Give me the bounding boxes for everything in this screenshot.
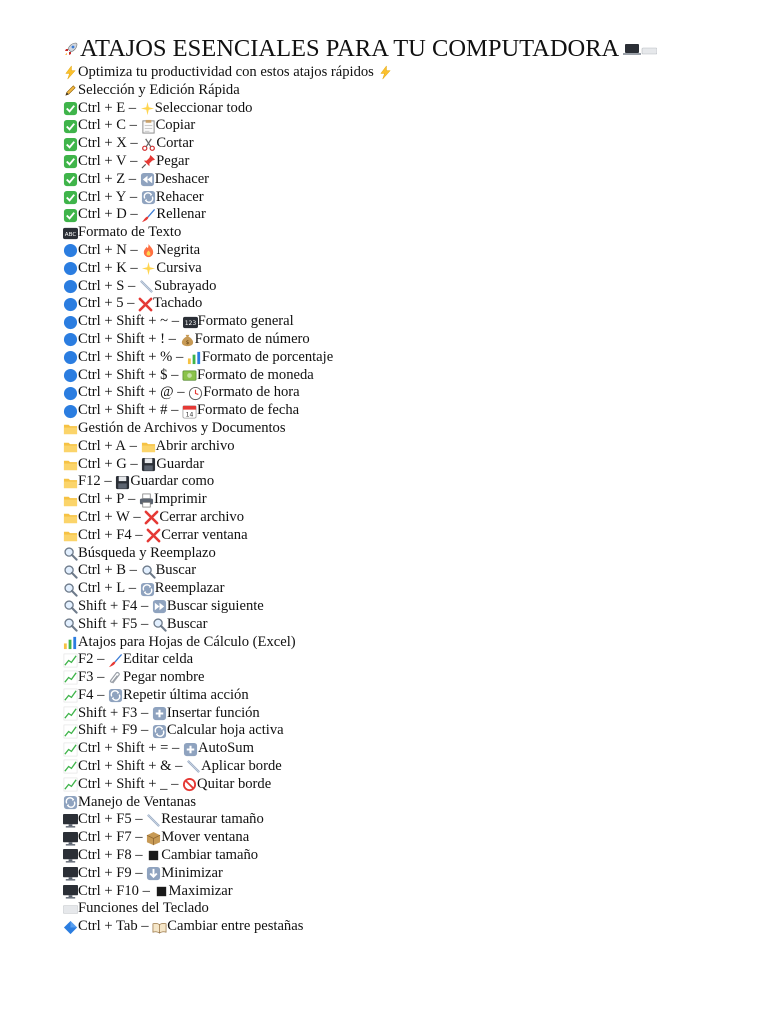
separator: –	[100, 473, 116, 490]
separator: –	[171, 758, 187, 775]
shortcut-item	[63, 669, 768, 687]
shortcut-item	[63, 651, 768, 669]
separator: –	[93, 651, 109, 668]
shortcut-action: Pegar nombre	[123, 669, 205, 686]
shortcut-list	[63, 82, 768, 936]
blue-circle-icon	[63, 386, 78, 401]
blue-circle-icon	[63, 279, 78, 294]
sparkles-icon	[141, 261, 156, 276]
shortcut-item	[63, 100, 768, 118]
shortcut-item	[63, 367, 768, 385]
chart-up-icon	[63, 706, 78, 721]
shortcut-keys: Ctrl + Shift + ~	[78, 313, 169, 330]
bar-chart-icon	[63, 635, 78, 650]
monitor-icon	[63, 866, 78, 881]
separator: –	[125, 170, 140, 187]
shortcut-item	[63, 811, 768, 829]
subtitle	[63, 64, 768, 82]
shortcut-keys: Ctrl + N	[78, 241, 127, 258]
repeat-icon	[152, 724, 167, 739]
separator: –	[131, 526, 147, 543]
section-heading-text: Manejo de Ventanas	[78, 793, 197, 810]
calendar-icon	[182, 404, 197, 419]
separator: –	[168, 740, 183, 757]
shortcut-action: Guardar	[156, 455, 205, 472]
chart-up-icon	[63, 670, 78, 685]
folder-icon	[63, 421, 78, 436]
shortcut-action: Seleccionar todo	[154, 99, 253, 116]
shortcut-keys: Ctrl + Shift + %	[78, 348, 173, 365]
separator: –	[172, 348, 187, 365]
floppy-disk-icon	[141, 457, 156, 472]
shortcut-keys: Ctrl + F7	[78, 829, 132, 846]
checkmark-icon	[63, 154, 78, 169]
separator: –	[137, 704, 152, 721]
shortcut-action: Minimizar	[161, 864, 223, 881]
scissors-icon	[141, 137, 156, 152]
shortcut-keys: Ctrl + F9	[78, 864, 132, 881]
shortcut-item	[63, 331, 768, 349]
separator: –	[125, 117, 141, 134]
separator: –	[126, 455, 142, 472]
shortcut-action: Quitar borde	[197, 775, 272, 792]
shortcut-keys: Ctrl + Shift + =	[78, 740, 169, 757]
section-heading-text: Selección y Edición Rápida	[78, 81, 240, 98]
shortcut-action: Formato de hora	[203, 384, 300, 401]
svg-text:123: 123	[184, 319, 196, 327]
svg-text:$: $	[185, 340, 189, 347]
fast-forward-icon	[152, 599, 167, 614]
shortcut-action: Imprimir	[153, 491, 207, 508]
ruler-icon	[186, 759, 201, 774]
section-heading	[63, 82, 768, 100]
shortcut-keys: F12	[78, 473, 101, 490]
section-heading-text: Gestión de Archivos y Documentos	[78, 419, 286, 436]
shortcut-item	[63, 242, 768, 260]
separator: –	[168, 313, 183, 330]
blue-circle-icon	[63, 368, 78, 383]
shortcut-keys: Ctrl + 5	[78, 295, 124, 312]
repeat-icon	[63, 795, 78, 810]
shortcut-action: Copiar	[155, 117, 196, 134]
subtitle-text: Optimiza tu productividad con estos atajos rápidos	[78, 64, 374, 80]
lightning-icon	[378, 65, 393, 80]
shortcut-action: Calcular hoja activa	[166, 722, 284, 739]
separator: –	[165, 330, 180, 347]
shortcut-keys: Ctrl + F4	[78, 526, 132, 543]
checkmark-icon	[63, 208, 78, 223]
chart-up-icon	[63, 759, 78, 774]
monitor-icon	[63, 831, 78, 846]
svg-text:ABC: ABC	[64, 231, 77, 238]
shortcut-item	[63, 918, 768, 936]
blue-circle-icon	[63, 404, 78, 419]
shortcut-action: Aplicar borde	[201, 758, 282, 775]
plus-icon	[152, 706, 167, 721]
shortcut-action: Subrayado	[153, 277, 217, 294]
shortcut-action: Cambiar tamaño	[161, 847, 259, 864]
shortcut-item	[63, 598, 768, 616]
separator: –	[167, 775, 183, 792]
shortcut-item	[63, 491, 768, 509]
separator: –	[131, 829, 147, 846]
separator: –	[123, 295, 139, 312]
cross-mark-icon	[144, 510, 159, 525]
blue-circle-icon	[63, 261, 78, 276]
shortcut-action: Mover ventana	[161, 829, 250, 846]
separator: –	[93, 686, 109, 703]
section-heading-text: Atajos para Hojas de Cálculo (Excel)	[78, 633, 296, 650]
small-square-icon	[146, 848, 161, 863]
shortcut-item	[63, 206, 768, 224]
separator: –	[167, 402, 183, 419]
shortcut-item	[63, 473, 768, 491]
shortcut-item	[63, 865, 768, 883]
separator: –	[124, 277, 139, 294]
shortcut-item	[63, 740, 768, 758]
paintbrush-icon	[108, 653, 123, 668]
numbers-icon	[183, 315, 198, 330]
shortcut-action: Tachado	[153, 295, 203, 312]
folder-icon	[63, 510, 78, 525]
shortcut-keys: Ctrl + A	[78, 437, 126, 454]
section-heading	[63, 545, 768, 563]
separator: –	[137, 597, 152, 614]
shortcut-keys: Ctrl + G	[78, 455, 127, 472]
clock-icon	[188, 386, 203, 401]
open-book-icon	[152, 920, 167, 935]
shortcut-keys: Shift + F9	[78, 722, 138, 739]
magnifier-icon	[141, 564, 156, 579]
shortcut-action: Guardar como	[130, 473, 215, 490]
section-heading	[63, 224, 768, 242]
shortcut-action: Insertar función	[166, 704, 260, 721]
shortcut-action: Restaurar tamaño	[161, 811, 264, 828]
small-square-icon	[154, 884, 169, 899]
shortcut-action: Buscar siguiente	[166, 597, 264, 614]
blue-circle-icon	[63, 350, 78, 365]
separator: –	[137, 918, 153, 935]
abc-icon	[63, 226, 78, 241]
shortcut-item	[63, 278, 768, 296]
cross-mark-icon	[138, 297, 153, 312]
printer-icon	[139, 493, 154, 508]
folder-icon	[63, 528, 78, 543]
shortcut-action: Formato de porcentaje	[201, 348, 334, 365]
shortcut-item	[63, 260, 768, 278]
separator: –	[131, 847, 147, 864]
folder-icon	[63, 493, 78, 508]
shortcut-action: Repetir última acción	[123, 686, 249, 703]
separator: –	[124, 491, 139, 508]
paintbrush-icon	[141, 208, 156, 223]
checkmark-icon	[63, 190, 78, 205]
section-heading	[63, 420, 768, 438]
blue-circle-icon	[63, 315, 78, 330]
shortcut-keys: Shift + F4	[78, 597, 138, 614]
separator: –	[93, 669, 109, 686]
shortcut-item	[63, 847, 768, 865]
section-heading-text: Formato de Texto	[78, 224, 182, 241]
separator: –	[131, 811, 147, 828]
shortcut-item	[63, 616, 768, 634]
folder-icon	[141, 439, 156, 454]
shortcut-keys: Ctrl + Shift + $	[78, 366, 168, 383]
section-heading-text: Funciones del Teclado	[78, 900, 209, 917]
separator: –	[125, 437, 141, 454]
money-bag-icon	[180, 332, 195, 347]
separator: –	[126, 135, 142, 152]
shortcut-action: Buscar	[166, 615, 208, 632]
shortcut-item	[63, 580, 768, 598]
shortcut-keys: Ctrl + F8	[78, 847, 132, 864]
package-icon	[146, 831, 161, 846]
separator: –	[126, 188, 141, 205]
shortcut-item	[63, 171, 768, 189]
shortcut-action: Formato de moneda	[197, 366, 314, 383]
separator: –	[126, 241, 142, 258]
shortcut-keys: Ctrl + L	[78, 580, 126, 597]
plus-icon	[183, 742, 198, 757]
shortcut-item	[63, 456, 768, 474]
shortcut-action: Cambiar entre pestañas	[167, 918, 304, 935]
section-heading-text: Búsqueda y Reemplazo	[78, 544, 216, 561]
shortcut-action: Pegar	[156, 152, 190, 169]
down-arrow-icon	[146, 866, 161, 881]
shortcut-action: Abrir archivo	[155, 437, 235, 454]
shortcut-keys: Ctrl + Y	[78, 188, 127, 205]
shortcut-item	[63, 438, 768, 456]
keyboard-icon	[63, 902, 78, 917]
shortcut-keys: Ctrl + Shift + #	[78, 402, 168, 419]
shortcut-item	[63, 705, 768, 723]
ruler-icon	[146, 813, 161, 828]
separator: –	[131, 864, 147, 881]
shortcut-item	[63, 295, 768, 313]
shortcut-action: Reemplazar	[154, 580, 225, 597]
blue-circle-icon	[63, 297, 78, 312]
separator: –	[126, 259, 142, 276]
shortcut-item	[63, 722, 768, 740]
shortcut-keys: Ctrl + X	[78, 135, 127, 152]
section-heading	[63, 794, 768, 812]
monitor-icon	[63, 884, 78, 899]
monitor-icon	[63, 813, 78, 828]
shortcut-keys: Ctrl + D	[78, 206, 127, 223]
floppy-disk-icon	[115, 475, 130, 490]
chart-up-icon	[63, 688, 78, 703]
separator: –	[125, 580, 140, 597]
shortcut-item	[63, 153, 768, 171]
shortcut-item	[63, 117, 768, 135]
separator: –	[137, 722, 152, 739]
repeat-icon	[141, 190, 156, 205]
shortcut-action: Formato general	[197, 313, 294, 330]
shortcut-keys: Shift + F3	[78, 704, 138, 721]
shortcut-item	[63, 527, 768, 545]
laptop-icon	[623, 41, 657, 57]
folder-icon	[63, 439, 78, 454]
blue-diamond-icon	[63, 920, 78, 935]
shortcut-action: Rehacer	[155, 188, 204, 205]
shortcut-item	[63, 313, 768, 331]
shortcut-keys: Ctrl + C	[78, 117, 126, 134]
separator: –	[167, 366, 183, 383]
shortcut-action: Maximizar	[168, 882, 233, 899]
separator: –	[173, 384, 189, 401]
monitor-icon	[63, 848, 78, 863]
shortcut-item	[63, 758, 768, 776]
magnifier-icon	[63, 546, 78, 561]
magnifier-icon	[63, 599, 78, 614]
folder-icon	[63, 457, 78, 472]
repeat-icon	[140, 582, 155, 597]
separator: –	[129, 508, 145, 525]
shortcut-item	[63, 509, 768, 527]
separator: –	[137, 615, 152, 632]
shortcut-item	[63, 562, 768, 580]
shortcut-keys: Ctrl + Z	[78, 170, 126, 187]
shortcut-action: Formato de número	[194, 330, 310, 347]
shortcut-keys: Ctrl + Shift + !	[78, 330, 165, 347]
magnifier-icon	[63, 582, 78, 597]
svg-text:14: 14	[185, 411, 194, 419]
chart-up-icon	[63, 724, 78, 739]
folder-icon	[63, 475, 78, 490]
shortcut-action: Rellenar	[156, 206, 206, 223]
shortcut-keys: Ctrl + F5	[78, 811, 132, 828]
shortcut-keys: Ctrl + Shift + &	[78, 758, 172, 775]
shortcut-action: Deshacer	[154, 170, 210, 187]
separator: –	[126, 206, 142, 223]
shortcut-keys: F3	[78, 669, 94, 686]
shortcut-keys: Ctrl + E	[78, 99, 126, 116]
shortcut-item	[63, 829, 768, 847]
page-title	[63, 34, 768, 64]
blue-circle-icon	[63, 332, 78, 347]
shortcut-action: Formato de fecha	[197, 402, 300, 419]
shortcut-keys: Ctrl + W	[78, 508, 130, 525]
separator: –	[138, 882, 154, 899]
shortcut-action: Negrita	[156, 241, 201, 258]
shortcut-keys: Ctrl + V	[78, 152, 127, 169]
sparkles-icon	[140, 101, 155, 116]
shortcut-item	[63, 189, 768, 207]
shortcut-action: Editar celda	[123, 651, 194, 668]
paperclip-icon	[108, 670, 123, 685]
bar-chart-icon	[187, 350, 202, 365]
section-heading	[63, 634, 768, 652]
shortcut-keys: Shift + F5	[78, 615, 138, 632]
pushpin-icon	[141, 154, 156, 169]
separator: –	[125, 99, 140, 116]
shortcut-keys: Ctrl + F10	[78, 882, 139, 899]
ruler-icon	[139, 279, 154, 294]
shortcut-keys: Ctrl + Shift + @	[78, 384, 174, 401]
shortcut-item	[63, 883, 768, 901]
shortcut-keys: Ctrl + P	[78, 491, 125, 508]
section-heading	[63, 900, 768, 918]
clipboard-icon	[141, 119, 156, 134]
prohibited-icon	[182, 777, 197, 792]
shortcut-action: Cursiva	[156, 259, 202, 276]
rocket-icon	[63, 41, 79, 57]
checkmark-icon	[63, 137, 78, 152]
shortcut-keys: Ctrl + K	[78, 259, 127, 276]
shortcut-keys: Ctrl + Tab	[78, 918, 138, 935]
dollar-bill-icon	[182, 368, 197, 383]
separator: –	[126, 152, 142, 169]
shortcut-keys: F4	[78, 686, 94, 703]
fire-icon	[141, 243, 156, 258]
shortcut-keys: Ctrl + Shift + _	[78, 775, 168, 792]
checkmark-icon	[63, 119, 78, 134]
shortcut-item	[63, 349, 768, 367]
pencil-icon	[63, 83, 78, 98]
shortcut-action: Cerrar ventana	[161, 526, 248, 543]
rewind-icon	[140, 172, 155, 187]
chart-up-icon	[63, 742, 78, 757]
chart-up-icon	[63, 777, 78, 792]
shortcut-action: Cerrar archivo	[159, 508, 245, 525]
shortcut-item	[63, 384, 768, 402]
shortcut-item	[63, 402, 768, 420]
title-text: ATAJOS ESENCIALES PARA TU COMPUTADORA	[80, 35, 620, 62]
blue-circle-icon	[63, 243, 78, 258]
shortcut-keys: Ctrl + B	[78, 562, 126, 579]
checkmark-icon	[63, 101, 78, 116]
cross-mark-icon	[146, 528, 161, 543]
magnifier-icon	[63, 617, 78, 632]
checkmark-icon	[63, 172, 78, 187]
chart-up-icon	[63, 653, 78, 668]
shortcut-action: Buscar	[155, 562, 197, 579]
lightning-icon	[63, 65, 78, 80]
shortcut-action: AutoSum	[197, 740, 254, 757]
separator: –	[125, 562, 141, 579]
repeat-icon	[108, 688, 123, 703]
shortcut-action: Cortar	[156, 135, 194, 152]
shortcut-item	[63, 776, 768, 794]
shortcut-keys: F2	[78, 651, 94, 668]
magnifier-icon	[63, 564, 78, 579]
shortcut-keys: Ctrl + S	[78, 277, 125, 294]
shortcut-item	[63, 135, 768, 153]
magnifier-icon	[152, 617, 167, 632]
shortcut-item	[63, 687, 768, 705]
